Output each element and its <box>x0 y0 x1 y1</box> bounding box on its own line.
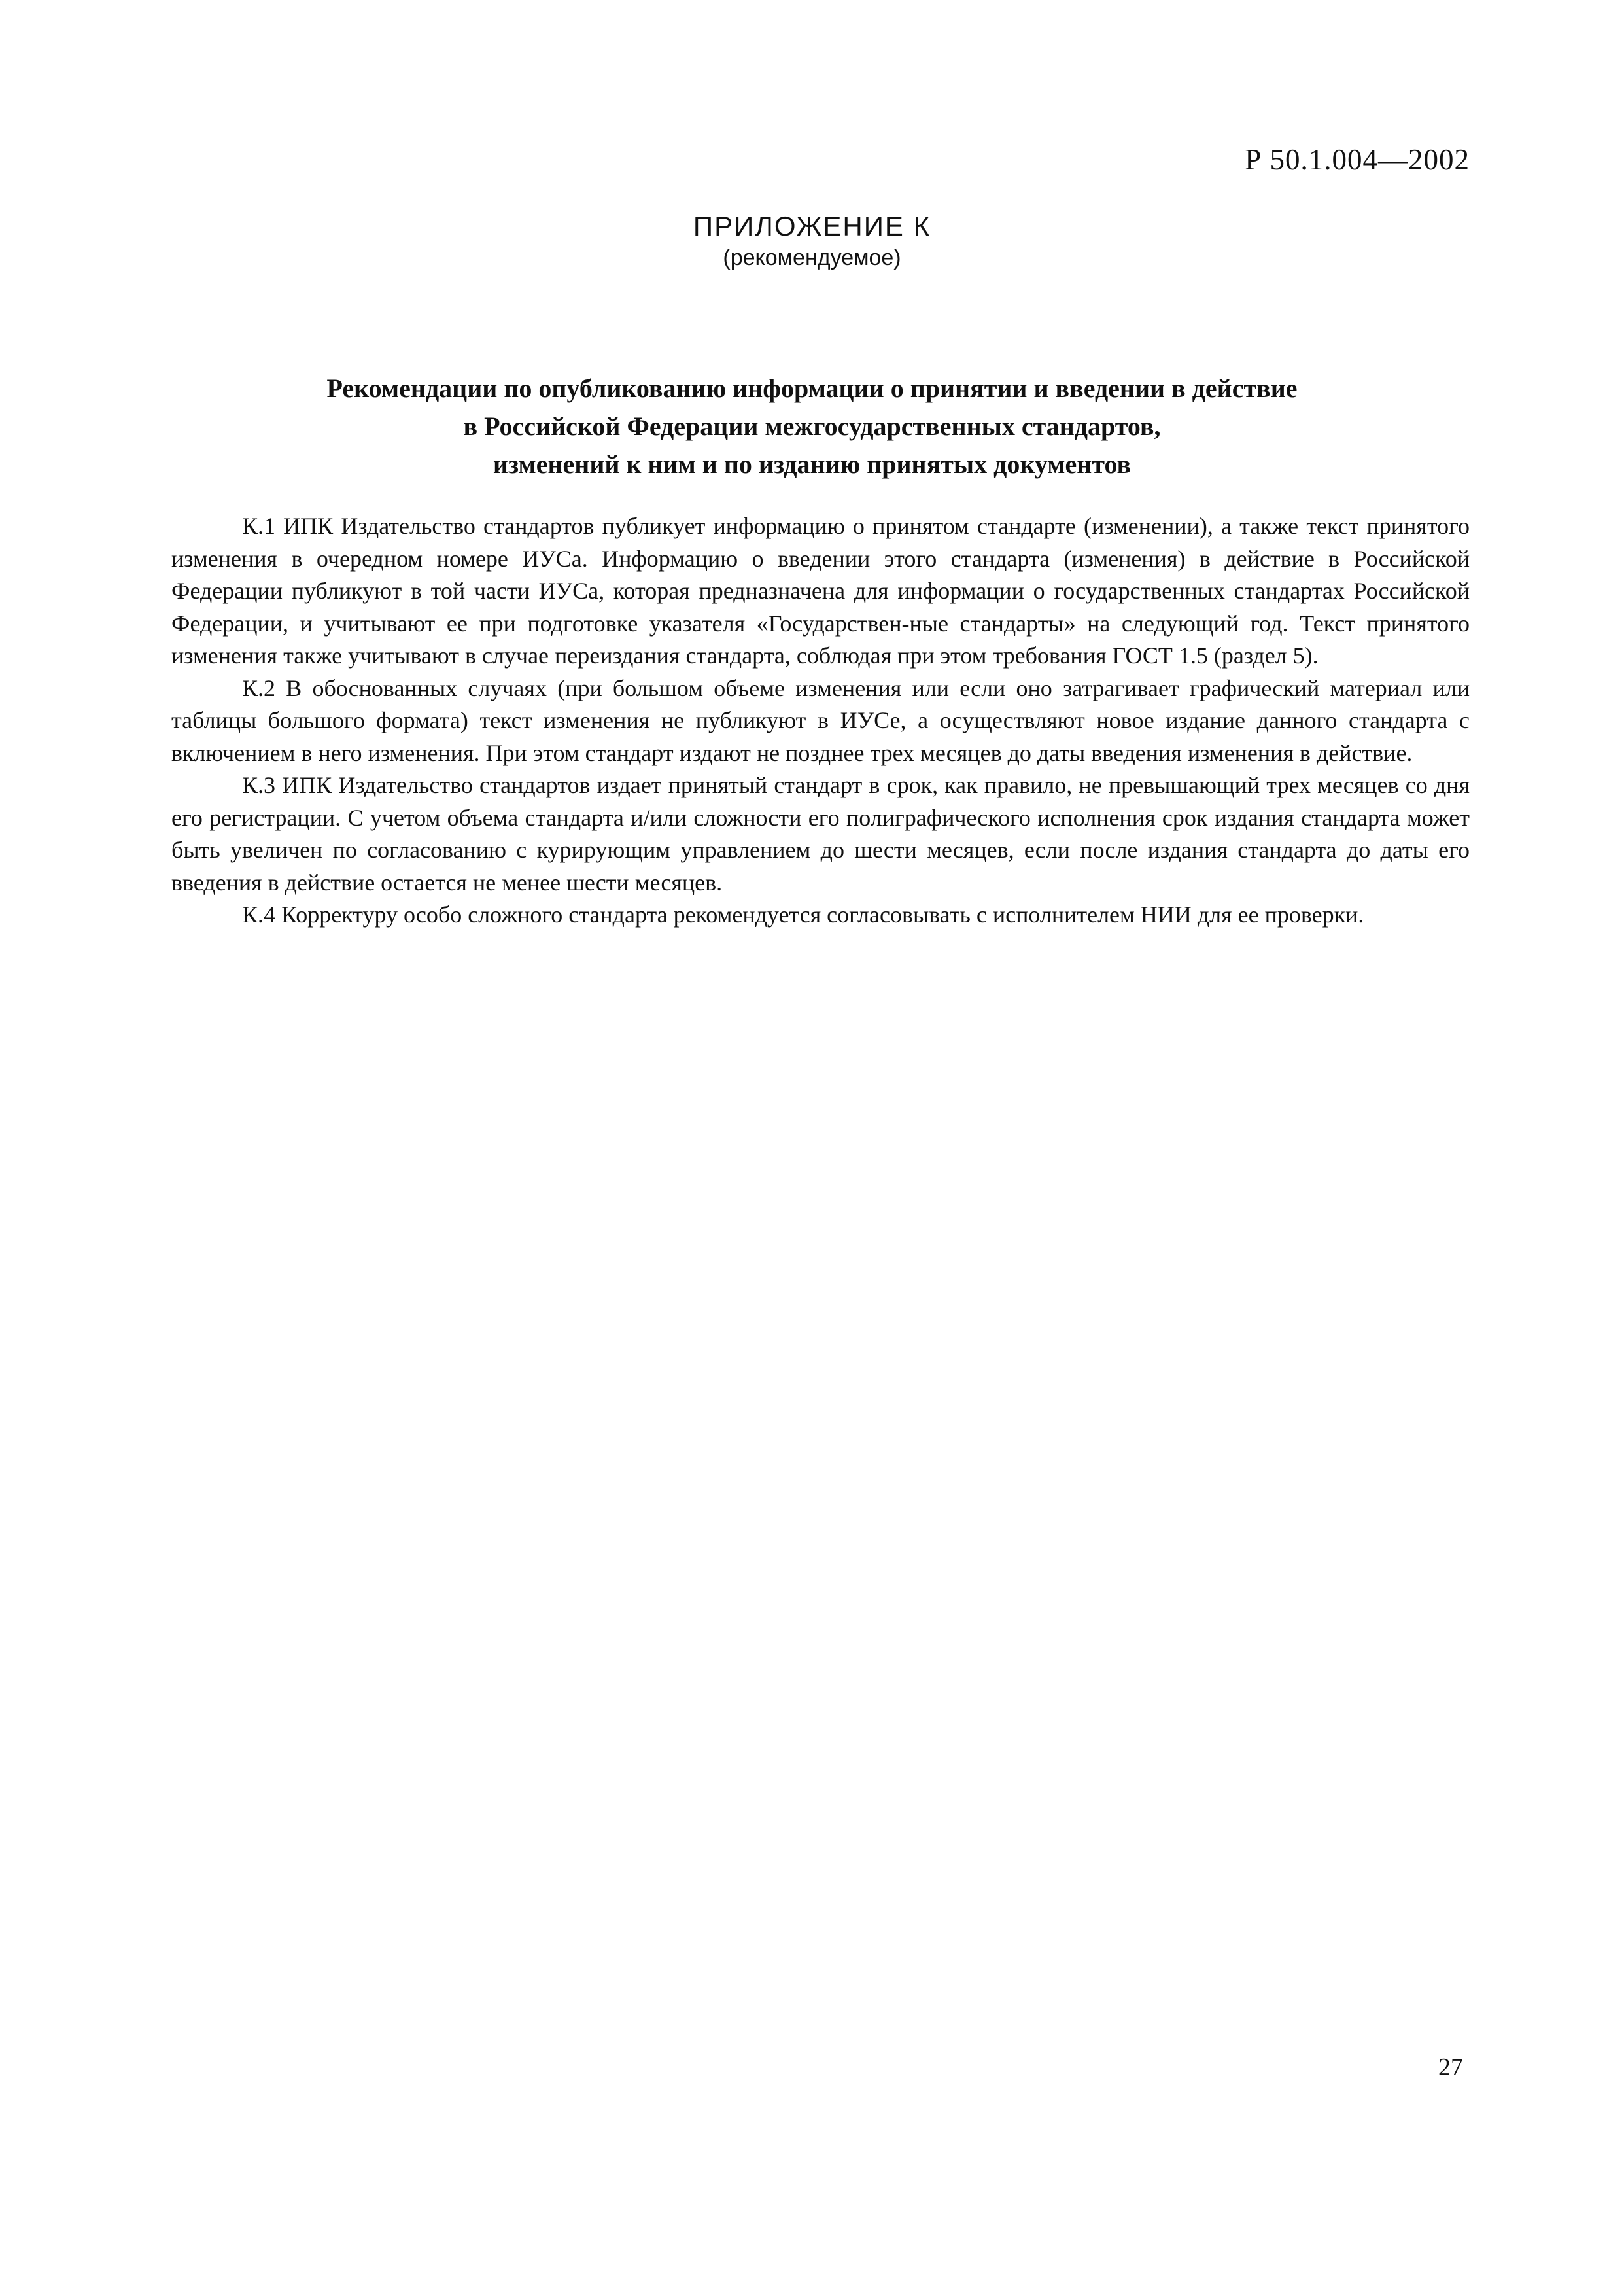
heading-line-1: Рекомендации по опубликованию информации о принятии и введении в действие <box>326 374 1298 403</box>
paragraph-k4: К.4 Корректуру особо сложного стандарта рекомендуется согласовывать с исполнителем НИИ для ее проверки. <box>242 902 1364 928</box>
appendix-title: ПРИЛОЖЕНИЕ К <box>693 211 931 241</box>
heading-line-3: изменений к ним и по изданию принятых документов <box>492 449 1132 479</box>
appendix-subtitle: (рекомендуемое) <box>723 245 901 270</box>
document-code: Р 50.1.004—2002 <box>1245 143 1470 176</box>
paragraph-k2: К.2 В обоснованных случаях (при большом объеме изменения или если оно затрагивает графический материал или таблицы большого формата) текст изменения не публикуют в ИУСе, а осуществляют новое издание данного стандарта с включением в него изменения. При этом стандарт издают не позднее трех месяцев до даты введения изменения в действие. <box>171 674 1470 766</box>
body-text <box>171 510 1470 932</box>
paragraph-k1: К.1 ИПК Издательство стандартов публикует информацию о принятом стандарте (изменении), а также текст принятого изменения в очередном номере ИУСа. Информацию о введении этого стандарта (изменения) в действие в Российской Федерации публикуют в той части ИУСа, которая предназначена для информации о государственных стандартах Российской Федерации, и учитывают ее при подготовке указателя «Государствен-ные стандарты» на следующий год. Текст принятого изменения также учитывают в случае переиздания стандарта, соблюдая при этом требования ГОСТ 1.5 (раздел 5). <box>171 513 1470 669</box>
page-number: 27 <box>1438 2054 1463 2081</box>
section-heading <box>0 370 1624 483</box>
heading-line-2: в Российской Федерации межгосударственных стандартов, <box>463 412 1161 441</box>
paragraph-k3: К.3 ИПК Издательство стандартов издает принятый стандарт в срок, как правило, не превышающий трех месяцев со дня его регистрации. С учетом объема стандарта и/или сложности его полиграфического исполнения срок издания стандарта может быть увеличен по согласованию с курирующим управлением до шести месяцев, если после издания стандарта до даты его введения в действие остается не менее шести месяцев. <box>171 772 1470 896</box>
